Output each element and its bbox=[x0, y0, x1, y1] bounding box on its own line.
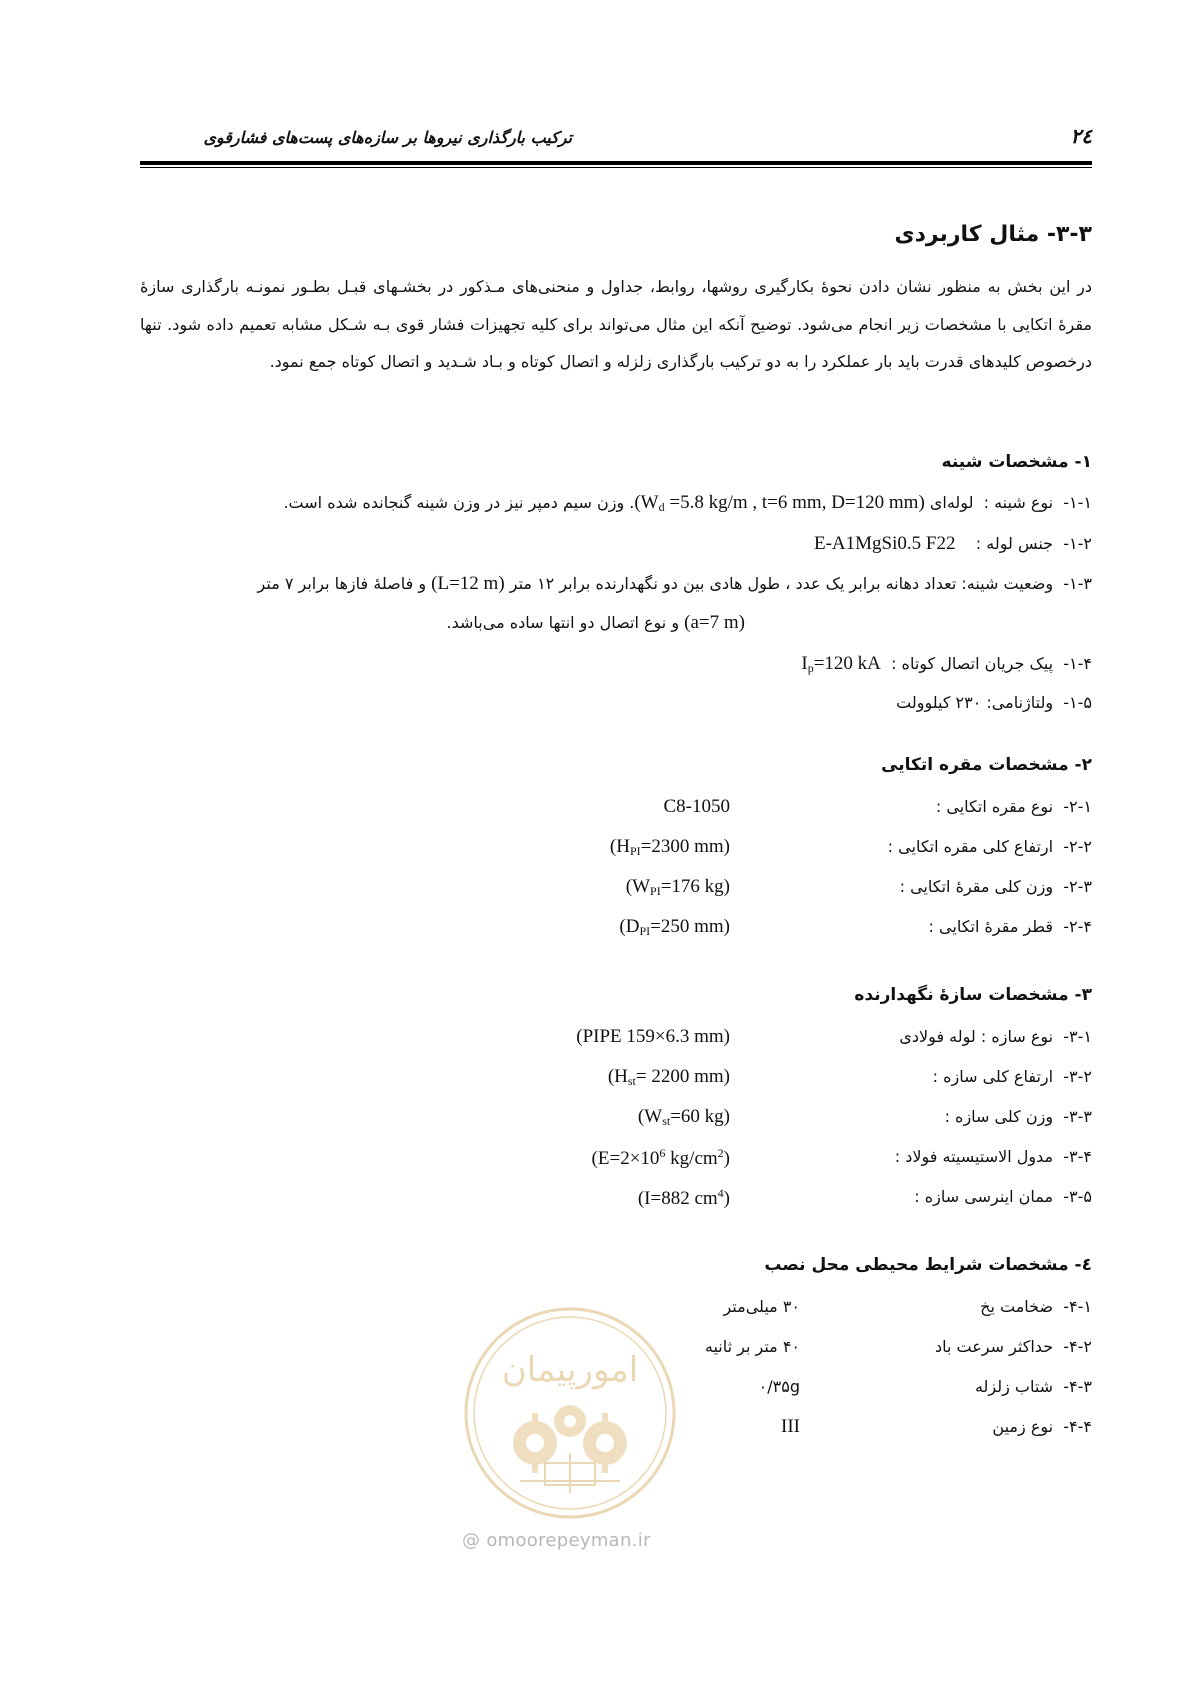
watermark-url: @ omoorepeyman.ir bbox=[462, 1530, 651, 1551]
value-text: C8-1050 bbox=[663, 796, 730, 817]
structure-item-5-value bbox=[638, 1186, 730, 1210]
insulator-item-3-value bbox=[626, 876, 730, 899]
busbar-item-1 bbox=[283, 492, 1092, 515]
busbar-item-3 bbox=[258, 573, 1092, 595]
spec-rest: =5.8 kg/m , t=6 mm, D=120 mm) bbox=[664, 492, 925, 513]
structure-item-1-label bbox=[899, 1027, 1092, 1046]
item-label: قطر مقرۀ اتکایی : bbox=[928, 917, 1054, 936]
item-number: ۳-۵- bbox=[1063, 1187, 1092, 1206]
structure-item-5-label bbox=[914, 1187, 1092, 1206]
value-sup: 4 bbox=[717, 1186, 724, 1200]
busbar-note: . وزن سیم دمپر نیز در وزن شینه گنجانده شده است. bbox=[283, 493, 635, 512]
busbar-item-3-cont bbox=[447, 612, 745, 634]
spec-open: (W bbox=[634, 492, 659, 513]
intro-paragraph: در این بخش به منظور نشان دادن نحوۀ بکارگیری روشها، روابط، جداول و منحنی‌های مـذکور در بخشـهای قبـل بطـور نمونـه بارگذاری سازۀ مقرۀ اتکایی با مشخصات زیر انجام می‌شود. توضیح آنکه این مثال می‌تواند برای کلیه تجهیزات فشار قوی بـه شـکل مشابه تعمیم داده شود. تنها درخصوص کلیدهای قدرت باید بار عملکرد را به دو ترکیب بارگذاری زلزله و اتصال کوتاه و بـاد شـدید و اتصال کوتاه جمع نمود. bbox=[140, 277, 1092, 371]
item-label: شتاب زلزله bbox=[974, 1377, 1054, 1396]
watermark-url-text: omoorepeyman.ir bbox=[486, 1530, 651, 1551]
insulator-item-2-label bbox=[888, 837, 1092, 856]
value-post: =2300 mm) bbox=[640, 836, 730, 857]
item-label: نوع زمین bbox=[992, 1417, 1054, 1436]
insulator-item-4-value bbox=[619, 916, 730, 939]
environment-item-4-label bbox=[992, 1417, 1092, 1436]
page-header bbox=[140, 118, 1092, 154]
environment-item-3-label bbox=[975, 1377, 1092, 1396]
item-label: ولتاژنامی: ۲۳۰ کیلوولت bbox=[896, 693, 1054, 712]
item-label: وزن کلی مقرۀ اتکایی : bbox=[899, 877, 1054, 896]
value-sub: PI bbox=[639, 924, 651, 938]
item-label: نوع مقره اتکایی : bbox=[935, 797, 1054, 816]
watermark-logo bbox=[460, 1303, 680, 1523]
header-rule-thick bbox=[140, 161, 1092, 165]
item-number: ۱-۱- bbox=[1063, 493, 1092, 512]
item-label: نوع سازه : لوله فولادی bbox=[899, 1027, 1054, 1046]
insulator-heading: ۲- مشخصات مقره اتکایی bbox=[881, 755, 1092, 775]
header-rule-thin bbox=[140, 167, 1092, 168]
environment-item-1-value: ۳۰ میلی‌متر bbox=[723, 1297, 800, 1316]
item-number: ۱-۴- bbox=[1063, 654, 1092, 673]
item-number: ۱-۳- bbox=[1063, 574, 1092, 593]
item-number: ۳-۲- bbox=[1063, 1067, 1092, 1086]
value-pre: (I=882 cm bbox=[637, 1188, 718, 1209]
value-text: (PIPE 159×6.3 mm) bbox=[576, 1026, 730, 1047]
value-sub: PI bbox=[650, 884, 661, 898]
item-number: ۱-۲- bbox=[1063, 534, 1092, 553]
value-sub: st bbox=[627, 1074, 636, 1088]
value-sub: PI bbox=[629, 844, 641, 858]
item-number: ۲-۲- bbox=[1063, 837, 1092, 856]
value-pre: (W bbox=[637, 1106, 663, 1127]
item-number: ۳-۳- bbox=[1063, 1107, 1092, 1126]
item-text: وضعیت شینه: تعداد دهانه برابر یک عدد ، طول هادی بین دو نگهدارنده برابر ۱۲ متر bbox=[509, 574, 1054, 593]
value-pre: (E=2×10 bbox=[591, 1148, 660, 1169]
value-sup: 6 bbox=[659, 1146, 666, 1160]
environment-item-2-label bbox=[935, 1337, 1092, 1356]
peak-current-value bbox=[801, 653, 881, 676]
value-pre: (W bbox=[625, 876, 651, 897]
structure-item-4-label bbox=[895, 1147, 1092, 1166]
item-label: جنس لوله : bbox=[975, 534, 1054, 553]
item-label: ارتفاع کلی سازه : bbox=[932, 1067, 1054, 1086]
item-number: ۳-۱- bbox=[1063, 1027, 1092, 1046]
value-post: =60 kg) bbox=[670, 1106, 730, 1127]
pipe-text: لوله‌ای bbox=[929, 493, 974, 512]
insulator-item-2-value bbox=[610, 836, 730, 859]
spec-sub: d bbox=[658, 500, 665, 514]
value-pre: (D bbox=[619, 916, 640, 937]
phase-distance-value: (a=7 m) bbox=[684, 612, 745, 633]
busbar-item-4 bbox=[801, 653, 1092, 676]
value-sub: p bbox=[807, 661, 814, 675]
value-main: I bbox=[801, 653, 808, 674]
item-label: ممان اینرسی سازه : bbox=[914, 1187, 1054, 1206]
item-label: پیک جریان اتصال کوتاه : bbox=[891, 654, 1054, 673]
structure-heading: ۳- مشخصات سازۀ نگهدارنده bbox=[854, 985, 1092, 1005]
insulator-item-4-label bbox=[929, 917, 1092, 936]
item-label: نوع شینه : bbox=[983, 493, 1054, 512]
item-number: ۲-۴- bbox=[1063, 917, 1092, 936]
structure-item-2-value bbox=[608, 1066, 730, 1089]
value-post: =250 mm) bbox=[650, 916, 730, 937]
value-post: ) bbox=[723, 1188, 730, 1209]
item-label: ارتفاع کلی مقره اتکایی : bbox=[887, 837, 1054, 856]
item-label: مدول الاستیسیته فولاد : bbox=[894, 1147, 1054, 1166]
busbar-spec bbox=[634, 492, 924, 515]
environment-heading: ٤- مشخصات شرایط محیطی محل نصب bbox=[764, 1255, 1092, 1275]
item-number: ۴-۳- bbox=[1063, 1377, 1092, 1396]
item-label: ضخامت یخ bbox=[980, 1297, 1054, 1316]
logo-text: امورپیمان bbox=[501, 1350, 639, 1390]
item-text-2: و فاصلۀ فازها برابر ۷ متر bbox=[257, 574, 427, 593]
value-post: = 2200 mm) bbox=[635, 1066, 730, 1087]
busbar-heading: ۱- مشخصات شینه bbox=[941, 452, 1092, 472]
value-rest: =120 kA bbox=[813, 653, 881, 674]
running-title: ترکیب بارگذاری نیروها بر سازه‌های پست‌های فشارقوی bbox=[203, 128, 572, 147]
section-title: ۳-۳- مثال کاربردی bbox=[894, 222, 1092, 247]
item-number: ۲-۳- bbox=[1063, 877, 1092, 896]
item-label: وزن کلی سازه : bbox=[944, 1107, 1054, 1126]
item-number: ۱-۵- bbox=[1063, 693, 1092, 712]
structure-item-1-value bbox=[576, 1026, 730, 1048]
item-number: ۴-۱- bbox=[1063, 1297, 1092, 1316]
busbar-item-5 bbox=[896, 693, 1092, 712]
insulator-item-1-value bbox=[664, 796, 731, 818]
structure-item-3-label bbox=[945, 1107, 1092, 1126]
value-sub: st bbox=[662, 1114, 671, 1128]
item-number: ۲-۱- bbox=[1063, 797, 1092, 816]
item-number: ۳-۴- bbox=[1063, 1147, 1092, 1166]
structure-item-2-label bbox=[933, 1067, 1092, 1086]
structure-item-4-value bbox=[592, 1146, 730, 1170]
item-number: ۴-۴- bbox=[1063, 1417, 1092, 1436]
value-sup-2: 2 bbox=[717, 1146, 724, 1160]
value-end: ) bbox=[723, 1148, 730, 1169]
value-post: =176 kg) bbox=[660, 876, 730, 897]
item-text-3: و نوع اتصال دو انتها ساده می‌باشد. bbox=[446, 613, 680, 632]
item-number: ۴-۲- bbox=[1063, 1337, 1092, 1356]
structure-item-3-value bbox=[638, 1106, 730, 1129]
length-value: (L=12 m) bbox=[431, 573, 505, 594]
insulator-item-1-label bbox=[936, 797, 1092, 816]
insulator-item-3-label bbox=[900, 877, 1092, 896]
material-value: E-A1MgSi0.5 F22 bbox=[813, 533, 956, 554]
value-pre: (H bbox=[607, 1066, 628, 1087]
page-number: ۲٤ bbox=[1070, 124, 1092, 148]
busbar-item-2 bbox=[814, 533, 1092, 555]
environment-item-1-label bbox=[980, 1297, 1092, 1316]
environment-item-4-value: III bbox=[781, 1416, 800, 1437]
value-pre: (H bbox=[609, 836, 630, 857]
environment-item-2-value: ۴۰ متر بر ثانیه bbox=[704, 1337, 800, 1356]
item-label: حداکثر سرعت باد bbox=[934, 1337, 1054, 1356]
environment-item-3-value: ۰/۳۵g bbox=[758, 1377, 800, 1396]
value-post: kg/cm bbox=[665, 1148, 718, 1169]
